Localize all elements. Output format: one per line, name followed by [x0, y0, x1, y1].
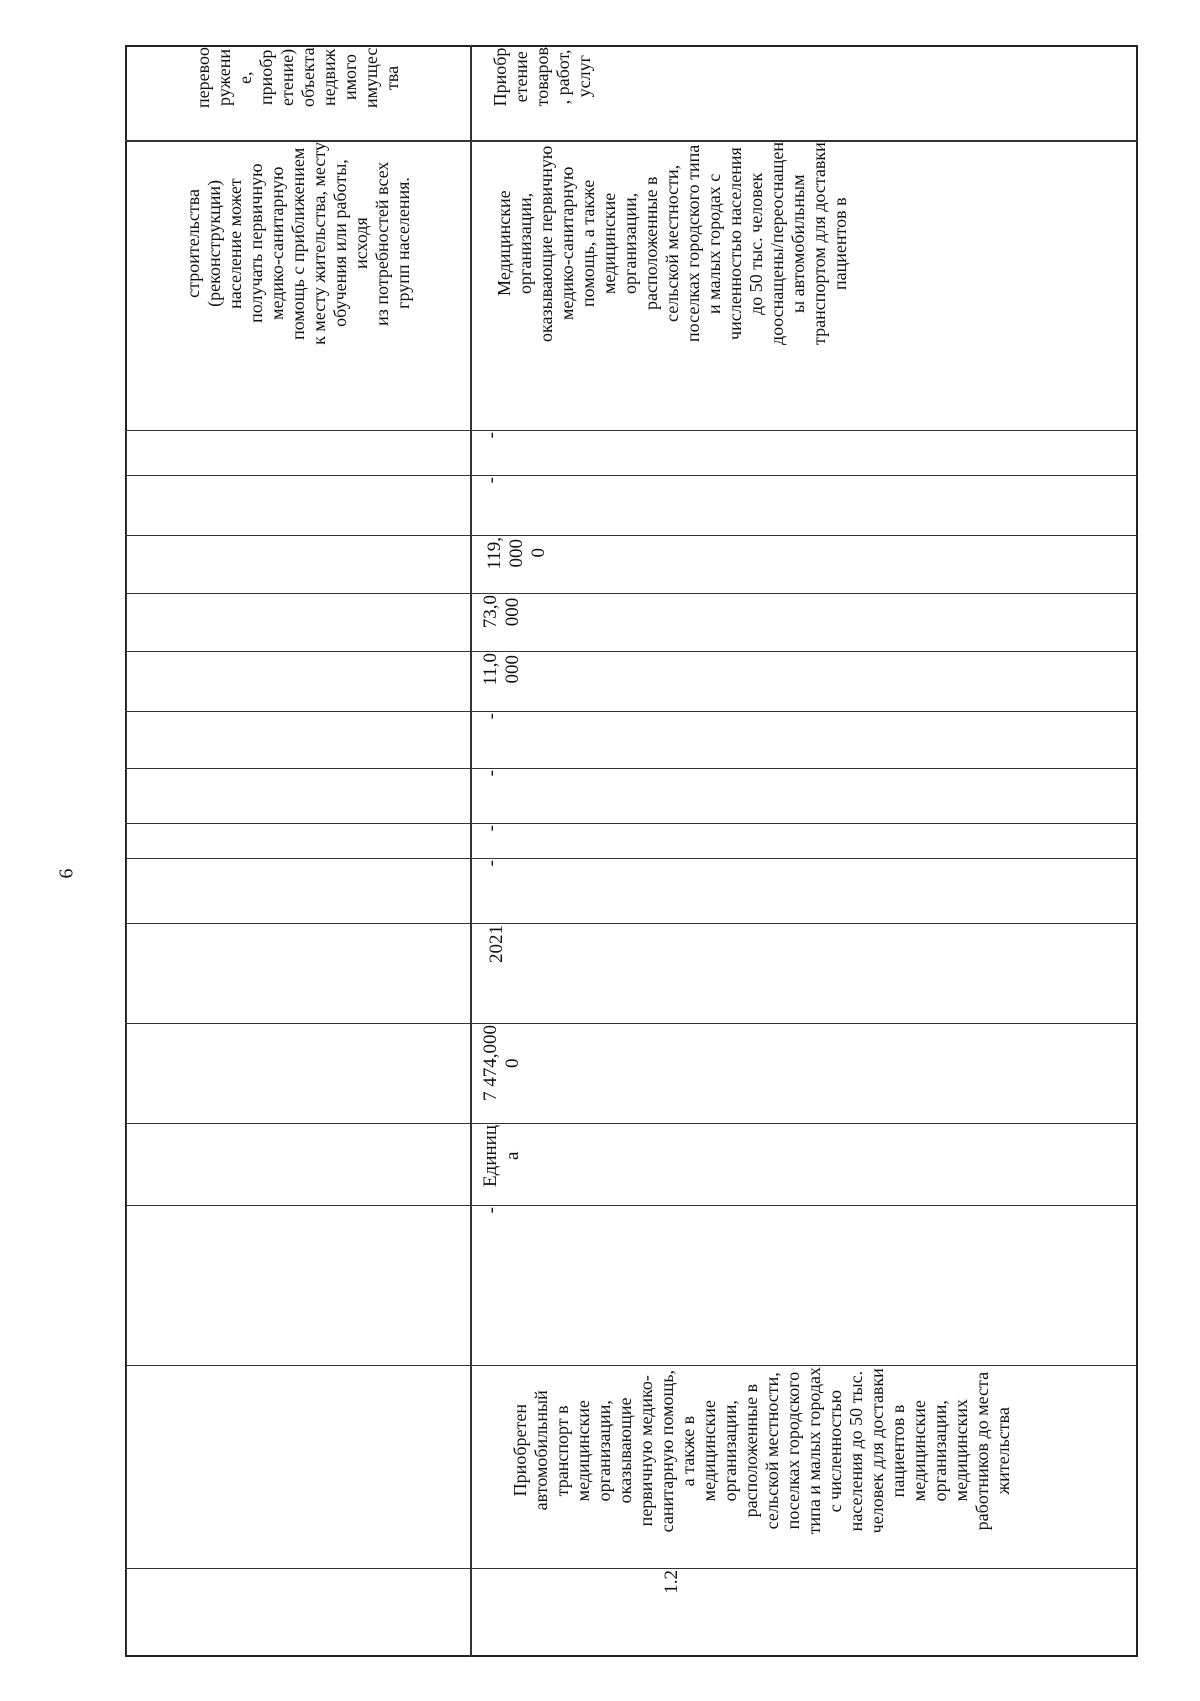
col-line	[126, 430, 127, 1657]
row-1-2-unit: Единиц а	[480, 1125, 523, 1187]
col-separator	[125, 1568, 1138, 1569]
prev-row-characteristic-text: строительства (реконструкции) население может получать первичную медико-санитарную помощь с приближением к месту жительства, месту обучения или работы, исходя из потребностей всех групп населения.	[182, 142, 413, 345]
row-1-2-value-119: 119, 000 0	[484, 537, 549, 570]
row-1-2-cell	[472, 1125, 532, 1204]
col-separator	[125, 475, 1138, 476]
row-1-2-cell	[472, 1025, 532, 1122]
row-1-2-characteristic-cell	[472, 142, 872, 428]
row-1-2-dash-4: -	[481, 770, 502, 777]
col-separator	[125, 1023, 1138, 1024]
col-separator	[125, 1365, 1138, 1366]
row-1-2-value-73: 73,0 000	[480, 595, 523, 629]
row-1-2-year: 2021	[486, 925, 507, 963]
col-separator	[125, 923, 1138, 924]
col-separator	[125, 1205, 1138, 1206]
row-1-2-cell	[472, 537, 562, 592]
row-1-2-cell	[472, 653, 532, 710]
col-separator	[125, 430, 1138, 431]
row-1-2-dash-2: -	[481, 860, 502, 867]
row-1-2-cell	[472, 860, 512, 922]
col-separator	[125, 823, 1138, 824]
row-1-2-dash-5: -	[481, 713, 502, 720]
row-1-2-cell	[472, 925, 522, 1022]
prev-row-type-cell	[128, 47, 468, 138]
row-1-2-cell	[472, 770, 512, 822]
col-separator	[125, 1123, 1138, 1124]
page-number: 6	[55, 868, 78, 879]
row-1-2-result: Приобретен автомобильный транспорт в медицинские организации, оказывающие первичную медико- санитарную помощь, а также в медицинские организации, расположенные в сельской местности, поселках городского типа и малых городах с численностью населения до 50 тыс. человек для доставки пациентов в медицинские организации, медицинских работников до места жительства	[510, 1367, 1013, 1535]
row-1-2-cell	[472, 477, 512, 534]
col-separator	[125, 768, 1138, 769]
row-1-2-value-11: 11,0 000	[480, 653, 523, 686]
row-1-2-result-cell	[472, 1367, 1052, 1567]
col-separator	[125, 858, 1138, 859]
row-1-2-type-cell	[472, 47, 612, 138]
prev-row-characteristic-cell	[128, 142, 468, 428]
row-1-2-dash-1: -	[481, 1207, 502, 1214]
row-1-2-dash-7: -	[481, 432, 502, 439]
row-1-2-cell	[472, 713, 512, 767]
row-1-2-cell	[472, 432, 512, 474]
col-separator	[125, 593, 1138, 594]
row-1-2-value: 7 474,000 0	[480, 1025, 523, 1101]
row-1-2-dash-6: -	[481, 477, 502, 484]
prev-row-type-text: перевоо ружени е, приобр етение) объекта недвиж имого имущес тва	[193, 47, 402, 108]
row-1-2-type-text: Приобр етение товаров , работ, услуг	[489, 47, 594, 107]
row-1-2-number: 1.2	[661, 1570, 682, 1594]
row-1-2-characteristic-text: Медицинские организации, оказывающие первичную медико-санитарную помощь, а также медицинские организации, расположенные в сельской местности, поселках городского типа и малых городах с численностью населения до 50 тыс. человек дооснащены/переоснащен ы автомобильным транспортом для доставки пациентов в	[493, 142, 850, 345]
col-separator	[125, 711, 1138, 712]
row-1-2-cell	[472, 825, 512, 857]
row-1-2-number-cell	[472, 1570, 872, 1655]
row-1-2-cell	[472, 1207, 512, 1364]
row-1-2-cell	[472, 595, 532, 650]
row-1-2-dash-3: -	[481, 825, 502, 832]
col-separator	[125, 651, 1138, 652]
col-separator	[125, 535, 1138, 536]
